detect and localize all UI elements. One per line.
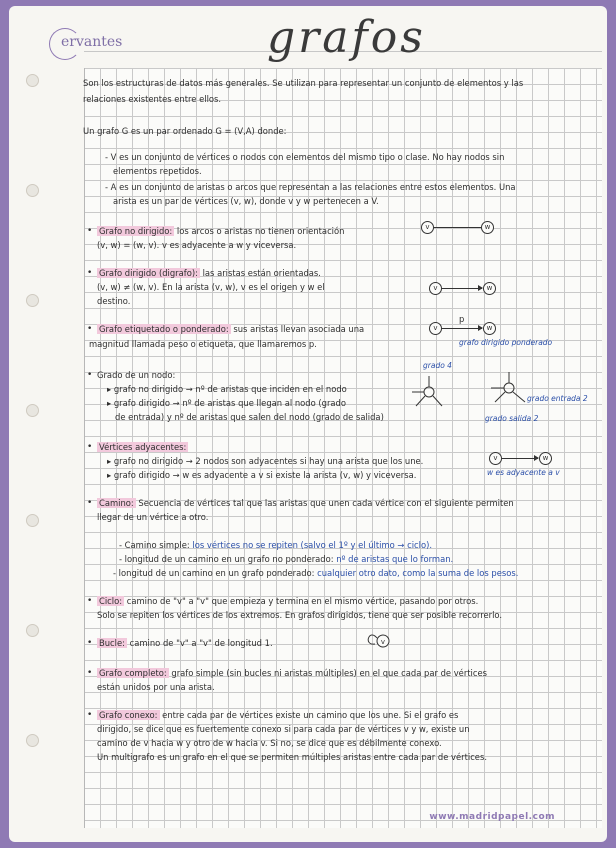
loop-diagram-icon [365,630,397,650]
camino-simple-line [119,540,432,551]
grado-heading: Grado de un nodo: [97,370,176,380]
bullet-icon: • [87,638,93,648]
conexo-text: entre cada par de vértices existe un camino que los une. Si el grafo es [162,710,459,720]
grafo-dirigido-line-2: (v, w) ≠ (w, v). En la arista (v, w), v es el origen y w el [97,282,325,292]
camino-simple-text: los vértices no se repiten (salvo el 1º y el último → ciclo). [192,540,433,550]
longitud-no-ponderado-line [119,554,453,565]
notebook-page [9,6,607,842]
grado-4-note: grado 4 [423,361,452,370]
completo-heading: Grafo completo: [99,668,167,678]
definition-line: Un grafo G es un par ordenado G = (V,A) donde: [83,126,287,136]
ciclo-text: camino de "v" a "v" que empieza y termina en el mismo vértice, pasando por otros. [126,596,479,606]
binder-hole [26,294,39,307]
grafo-dirigido-ponderado-note: grafo dirigido ponderado [459,338,553,347]
graph-node-w: w [481,221,494,234]
bullet-icon: • [87,668,93,678]
bullet-icon: • [87,498,93,508]
section-camino [97,498,514,509]
binder-hole [26,624,39,637]
binder-hole [26,514,39,527]
longitud-ponderado-label: - longitud de un camino en un grafo ponderado: [113,568,315,578]
grado-line-2: ▸ grafo dirigido → nº de aristas que llegan al nodo (grado [107,398,347,408]
section-ciclo [97,596,478,607]
bullet-icon: • [87,710,93,720]
adyacentes-heading [97,442,188,453]
binder-hole [26,184,39,197]
longitud-no-ponderado-label: - longitud de un camino en un grafo no ponderado: [119,554,334,564]
grafo-no-dirigido-heading: Grafo no dirigido: [99,226,173,236]
graph-node-v: v [429,282,442,295]
bullet-icon: • [87,442,93,452]
bullet-icon: • [87,596,93,606]
conexo-line-2: dirigido, se dice que es fuertemente conexo si para cada par de vértices v y w, existe un [97,724,470,734]
section-etiquetado [97,324,364,335]
conexo-heading: Grafo conexo: [99,710,158,720]
conexo-line-3: camino de v hacia w y otro de w hacia v. Si no, se dice que es débilmente conexo. [97,738,442,748]
grafo-dirigido-text: las aristas están orientadas. [202,268,321,278]
longitud-ponderado-line [113,568,518,579]
binder-hole [26,404,39,417]
aristas-line-2: arista es un par de vértices (v, w), donde v y w pertenecen a V. [113,196,379,206]
ciclo-heading: Ciclo: [99,596,123,606]
longitud-ponderado-text: cualquier otro dato, como la suma de los pesos. [317,568,519,578]
adyacentes-line-2: ▸ grafo dirigido → w es adyacente a v si existe la arista (v, w) y viceversa. [107,470,417,480]
directed-degree-diagram-icon [487,368,531,408]
bucle-heading: Bucle: [99,638,125,648]
loop-node-label: v [380,638,386,646]
page-title: grafos [267,12,426,63]
section-completo [97,668,487,679]
vertices-line-1: - V es un conjunto de vértices o nodos con elementos del mismo tipo o clase. No hay nodos sin [105,152,505,162]
ciclo-line-2: Solo se repiten los vértices de los extremos. En grafos dirigidos, tiene que ser posible recorrerlo. [97,610,503,620]
grafo-dirigido-heading: Grafo dirigido (digrafo): [99,268,198,278]
undirected-degree-diagram-icon [409,374,449,414]
bucle-text: camino de "v" a "v" de longitud 1. [129,638,273,648]
grado-salida-note: grado salida 2 [485,414,539,423]
camino-line-2: llegar de un vértice a otro. [97,512,209,522]
binder-hole [26,74,39,87]
bullet-icon: • [87,268,93,278]
adyacentes-line-1: ▸ grafo no dirigido → 2 nodos son adyacentes si hay una arista que los une. [107,456,424,466]
aristas-line-1: - A es un conjunto de aristas o arcos que representan a las relaciones entre estos elementos. Una [105,182,516,192]
section-conexo [97,710,458,721]
section-no-dirigido [97,226,344,237]
intro-line-1: Son los estructuras de datos más generales. Se utilizan para representar un conjunto de elementos y las [83,78,524,88]
graph-node-v: v [489,452,502,465]
directed-edge-arrow-icon [442,288,482,289]
vertices-adyacentes-label: Vértices adyacentes: [99,442,187,452]
bullet-icon: • [87,324,93,334]
grafo-etiquetado-heading: Grafo etiquetado o ponderado: [99,324,229,334]
grado-line-1: ▸ grafo no dirigido → nº de aristas que inciden en el nodo [107,384,347,394]
grafo-no-dirigido-line-2: (v, w) = (w, v). v es adyacente a w y viceversa. [97,240,297,250]
multigrafo-line: Un multigrafo es un grafo en el que se permiten múltiples aristas entre cada par de vértices. [97,752,487,762]
adjacency-edge-arrow-icon [502,458,538,459]
intro-line-2: relaciones existentes entre ellos. [83,94,222,104]
graph-node-v: v [429,322,442,335]
graph-edge [434,227,481,228]
section-dirigido [97,268,321,279]
camino-text: Secuencia de vértices tal que las aristas que unen cada vértice con el siguiente permiten [138,498,514,508]
section-bucle [97,638,273,649]
grado-entrada-note: grado entrada 2 [527,394,588,403]
grado-line-3: de entrada) y nº de aristas que salen del nodo (grado de salida) [115,412,384,422]
brand-c-icon [49,28,81,60]
grafo-dirigido-line-3: destino. [97,296,131,306]
grafo-etiquetado-text: sus aristas llevan asociada una [233,324,365,334]
completo-line-2: están unidos por una arista. [97,682,215,692]
footer-url: www.madridpapel.com [429,812,555,822]
grafo-no-dirigido-text: los arcos o aristas no tienen orientación [176,226,345,236]
edge-weight-label: p [459,314,465,324]
camino-simple-label: - Camino simple: [119,540,190,550]
brand-logo [55,34,122,50]
graph-node-w: w [483,282,496,295]
weighted-edge-arrow-icon [442,328,482,329]
bullet-icon: • [87,226,93,236]
adyacente-note: w es adyacente a v [487,468,560,477]
longitud-no-ponderado-text: nº de aristas que lo forman. [336,554,454,564]
grafo-etiquetado-line-2: magnitud llamada peso o etiqueta, que llamaremos p. [89,339,317,349]
graph-node-v: v [421,221,434,234]
binder-hole [26,734,39,747]
vertices-line-2: elementos repetidos. [113,166,202,176]
camino-heading: Camino: [99,498,134,508]
brand-name: ervantes [61,34,123,50]
graph-node-w: w [539,452,552,465]
margin-line [84,68,85,828]
completo-text: grafo simple (sin bucles ni aristas múltiples) en el que cada par de vértices [171,668,487,678]
graph-node-w: w [483,322,496,335]
bullet-icon: • [87,370,93,380]
